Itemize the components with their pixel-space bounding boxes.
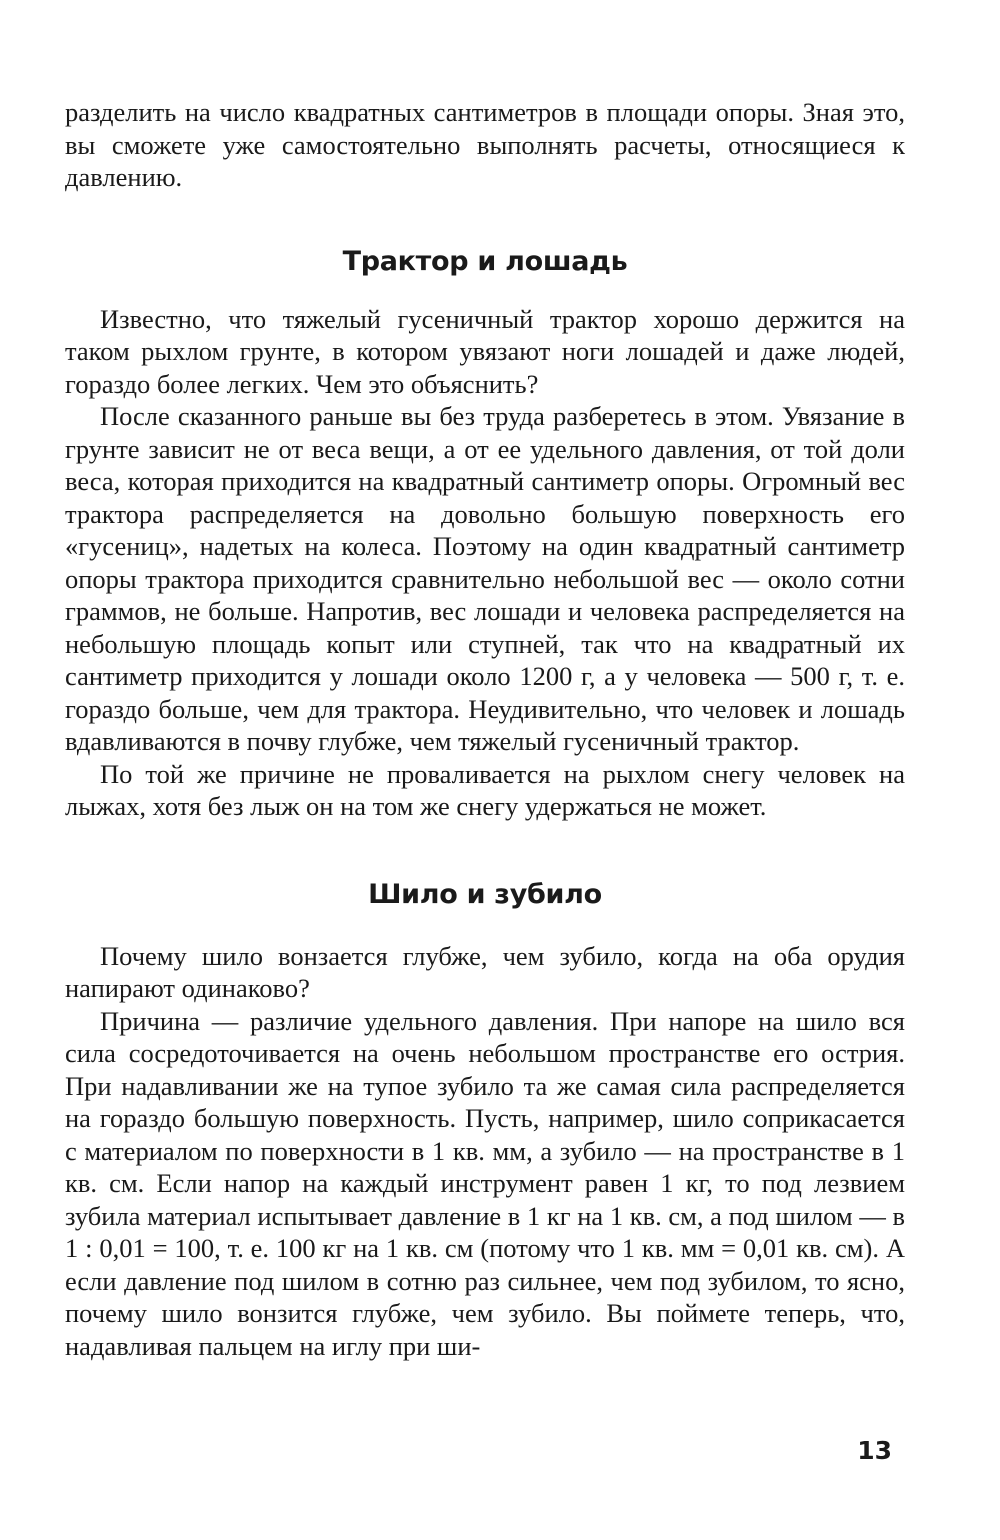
intro-paragraph: разделить на число квадратных сантиметров в площади опоры. Зная это, вы сможете уже самостоятельно выполнять расчеты, относящиеся к давлению. [65,97,905,192]
tractor-paragraph-2: После сказанного раньше вы без труда разберетесь в этом. Увязание в грунте зависит не от веса вещи, а от ее удельного давления, от той доли веса, которая приходится на квадратный сантиметр опоры. Огромный вес трактора распределяется на довольно большую поверхность его «гусениц», надетых на колеса. Поэтому на один квадратный сантиметр опоры трактора приходится сравнительно небольшой вес — около сотни граммов, не больше. Напротив, вес лошади и человека распределяется на небольшую площадь копыт или ступней, так что на квадратный их сантиметр приходится у лошади около 1200 г, а у человека — 500 г, т. е. гораздо больше, чем для трактора. Неудивительно, что человек и лошадь вдавливаются в почву глубже, чем тяжелый гусеничный трактор. [65,401,905,756]
page-number: 13 [857,1436,892,1465]
awl-paragraph-2: Причина — различие удельного давления. При напоре на шило вся сила сосредоточивается на очень небольшом пространстве его острия. При надавливании же на тупое зубило та же самая сила распределяется на гораздо большую поверхность. Пусть, например, шило соприкасается с материалом по поверхности в 1 кв. мм, а зубило — на пространстве в 1 кв. см. Если напор на каждый инструмент равен 1 кг, то под лезвием зубила материал испытывает давление в 1 кг на 1 кв. см, а под шилом — в 1 : 0,01 = 100, т. е. 100 кг на 1 кв. см (потому что 1 кв. мм = 0,01 кв. см). А если давление под шилом в сотню раз сильнее, чем под зубилом, то ясно, почему шило вонзится глубже, чем зубило. Вы поймете теперь, что, надавливая пальцем на иглу при ши- [65,1005,905,1361]
awl-paragraph-1: Почему шило вонзается глубже, чем зубило, когда на оба орудия напирают одинаково? [65,940,905,1003]
page-content [65,96,905,1362]
section-title-tractor: Трактор и лошадь [342,245,628,277]
tractor-paragraph-1: Известно, что тяжелый гусеничный трактор хорошо держится на таком рыхлом грунте, в котором увязают ноги лошадей и даже людей, гораздо более легких. Чем это объяснить? [65,303,905,399]
section-title-awl: Шило и зубило [368,878,602,910]
tractor-paragraph-3: По той же причине не проваливается на рыхлом снегу человек на лыжах, хотя без лыж он на том же снегу удержаться не может. [65,758,905,821]
